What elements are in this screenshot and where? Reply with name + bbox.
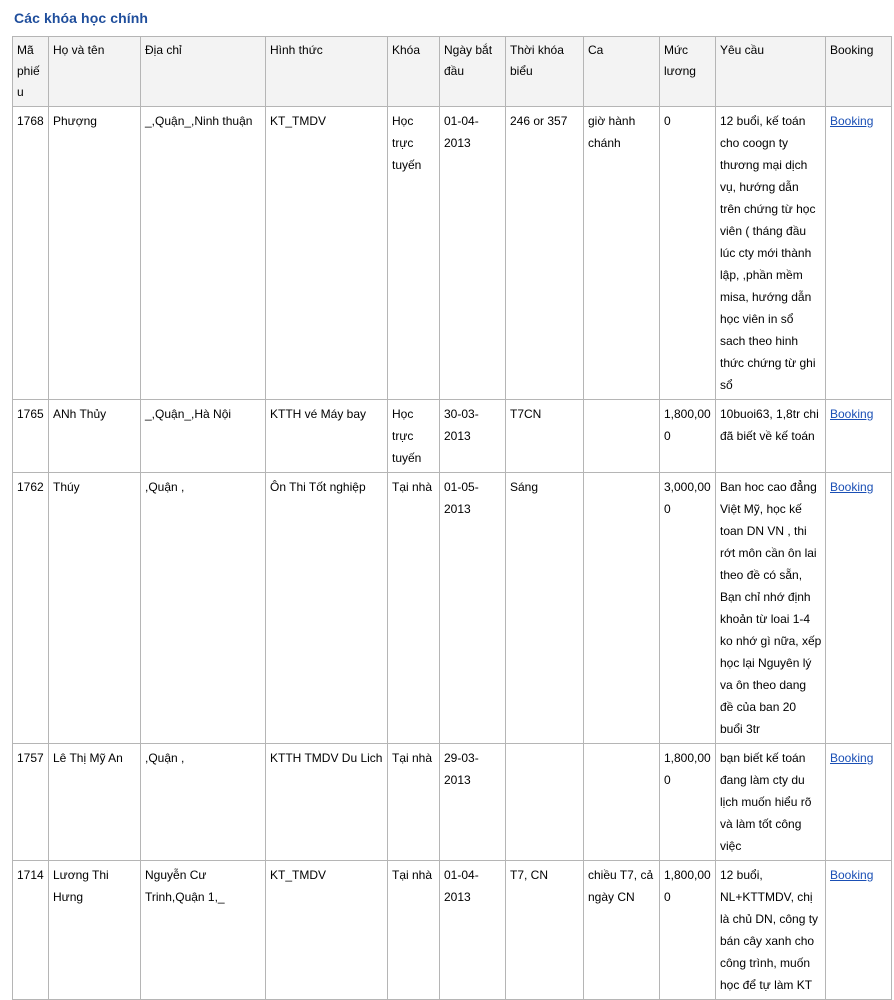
cell-ngay-bat-dau: 29-03-2013 [440,744,506,861]
column-header-ma-phieu: Mã phiếu [13,37,49,107]
cell-khoa: Học trực tuyến [388,400,440,473]
cell-ho-va-ten: Lương Thi Hưng [49,861,141,1000]
cell-booking [826,400,892,473]
cell-yeu-cau: bạn biết kế toán đang làm cty du lịch muốn hiểu rõ và làm tốt công việc [716,744,826,861]
cell-thoi-khoa-bieu: T7CN [506,400,584,473]
cell-hinh-thuc: Ôn Thi Tốt nghiệp [266,473,388,744]
cell-booking [826,107,892,400]
cell-hinh-thuc: KT_TMDV [266,107,388,400]
cell-dia-chi: _,Quận_,Ninh thuận [141,107,266,400]
column-header-booking: Booking [826,37,892,107]
column-header-yeu-cau: Yêu cầu [716,37,826,107]
cell-muc-luong: 1,800,000 [660,744,716,861]
cell-dia-chi: Nguyễn Cư Trinh,Quận 1,_ [141,861,266,1000]
table-header [13,37,892,107]
cell-ca: giờ hành chánh [584,107,660,400]
cell-booking [826,473,892,744]
booking-link[interactable]: Booking [830,751,874,765]
cell-ngay-bat-dau: 01-04-2013 [440,107,506,400]
cell-ma-phieu: 1714 [13,861,49,1000]
table-row [13,861,892,1000]
cell-muc-luong: 3,000,000 [660,473,716,744]
cell-muc-luong: 1,800,000 [660,400,716,473]
cell-ma-phieu: 1757 [13,744,49,861]
cell-khoa: Học trực tuyến [388,107,440,400]
cell-dia-chi: _,Quận_,Hà Nội [141,400,266,473]
courses-table [12,36,892,1000]
column-header-hinh-thuc: Hình thức [266,37,388,107]
booking-link[interactable]: Booking [830,407,874,421]
table-row [13,400,892,473]
column-header-ca: Ca [584,37,660,107]
column-header-khoa: Khóa [388,37,440,107]
cell-thoi-khoa-bieu [506,744,584,861]
table-header-row [13,37,892,107]
table-row [13,473,892,744]
cell-ngay-bat-dau: 01-05-2013 [440,473,506,744]
cell-ngay-bat-dau: 01-04-2013 [440,861,506,1000]
column-header-ho-va-ten: Họ và tên [49,37,141,107]
cell-khoa: Tại nhà [388,861,440,1000]
cell-ca [584,744,660,861]
cell-hinh-thuc: KTTH vé Máy bay [266,400,388,473]
table-row [13,107,892,400]
page-title: Các khóa học chính [14,10,149,26]
booking-link[interactable]: Booking [830,114,874,128]
cell-ho-va-ten: Thúy [49,473,141,744]
cell-booking [826,744,892,861]
cell-booking [826,861,892,1000]
cell-ho-va-ten: Lê Thị Mỹ An [49,744,141,861]
table-body [13,107,892,1000]
booking-link[interactable]: Booking [830,868,874,882]
cell-ma-phieu: 1765 [13,400,49,473]
cell-ca [584,400,660,473]
table-row [13,744,892,861]
cell-ho-va-ten: Phượng [49,107,141,400]
column-header-ngay-bat-dau: Ngày bắt đầu [440,37,506,107]
cell-thoi-khoa-bieu: T7, CN [506,861,584,1000]
cell-dia-chi: ,Quận , [141,744,266,861]
cell-yeu-cau: 12 buổi, kế toán cho coogn ty thương mại dịch vụ, hướng dẫn trên chứng từ học viên ( tháng đầu lúc cty mới thành lập, ,phần mềm misa, hướng dẫn học viên in sổ sach theo hinh thức chứng từ ghi sổ [716,107,826,400]
cell-khoa: Tại nhà [388,744,440,861]
cell-ngay-bat-dau: 30-03-2013 [440,400,506,473]
column-header-dia-chi: Địa chỉ [141,37,266,107]
cell-ca [584,473,660,744]
cell-thoi-khoa-bieu: 246 or 357 [506,107,584,400]
column-header-muc-luong: Mức lương [660,37,716,107]
cell-ma-phieu: 1768 [13,107,49,400]
cell-dia-chi: ,Quận , [141,473,266,744]
cell-yeu-cau: Ban hoc cao đẳng Việt Mỹ, học kế toan DN VN , thi rớt môn cần ôn lai theo đề có sẵn, Bạn chỉ nhớ định khoản từ loai 1-4 ko nhớ gì nữa, xếp học lại Nguyên lý va ôn theo dang đề của ban 20 buổi 3tr [716,473,826,744]
cell-ho-va-ten: ANh Thủy [49,400,141,473]
cell-muc-luong: 1,800,000 [660,861,716,1000]
cell-ma-phieu: 1762 [13,473,49,744]
cell-yeu-cau: 10buoi63, 1,8tr chi đã biết về kế toán [716,400,826,473]
cell-yeu-cau: 12 buổi, NL+KTTMDV, chị là chủ DN, công ty bán cây xanh cho công trình, muốn học để tự làm KT [716,861,826,1000]
cell-hinh-thuc: KT_TMDV [266,861,388,1000]
cell-thoi-khoa-bieu: Sáng [506,473,584,744]
cell-khoa: Tại nhà [388,473,440,744]
booking-link[interactable]: Booking [830,480,874,494]
cell-muc-luong: 0 [660,107,716,400]
cell-hinh-thuc: KTTH TMDV Du Lich [266,744,388,861]
column-header-thoi-khoa-bieu: Thời khóa biểu [506,37,584,107]
cell-ca: chiều T7, cả ngày CN [584,861,660,1000]
